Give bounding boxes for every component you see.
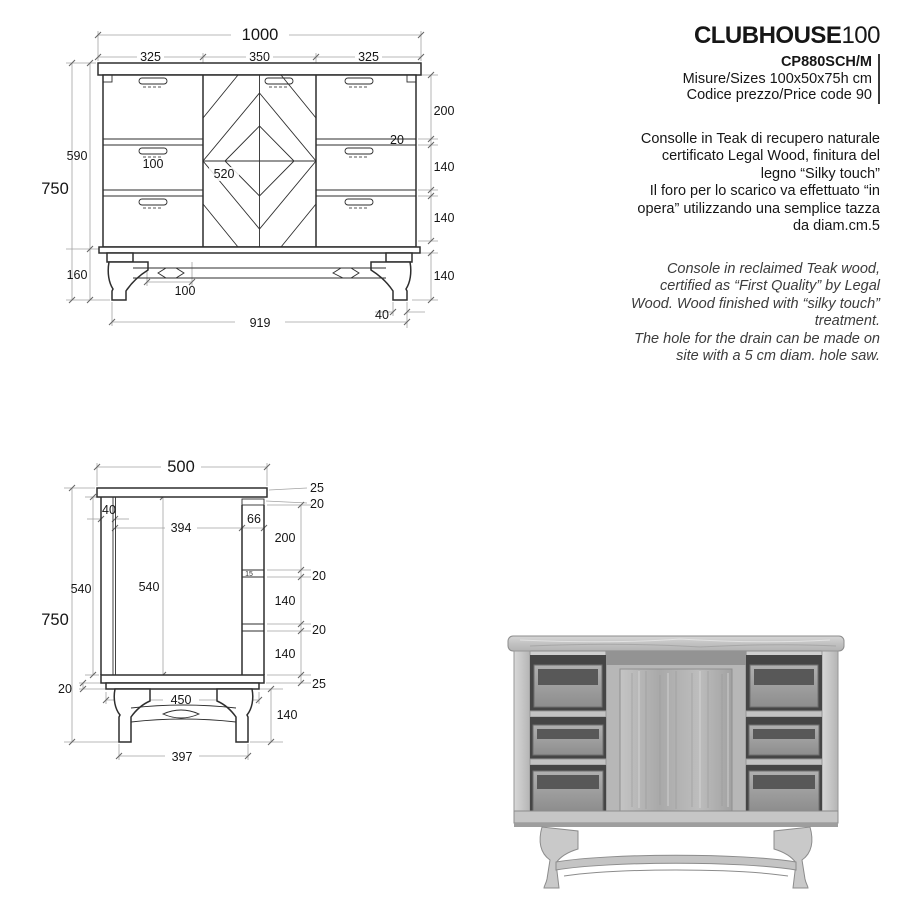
front-top-slab: [98, 63, 421, 75]
side-drawer-separators: [242, 570, 264, 631]
dim-col-left: 325: [140, 50, 161, 64]
dim-bottom-thickness: 25: [312, 677, 326, 691]
photo-right-drawers: [746, 655, 822, 817]
description-italian: [580, 131, 880, 236]
desc-it-line: Consolle in Teak di recupero naturale: [640, 130, 880, 147]
dim-inner-depth: 394: [170, 521, 192, 535]
dim-inner-height-a: 540: [70, 582, 92, 596]
dim-total-height: 750: [41, 611, 69, 629]
dim-feet-span: 919: [249, 316, 271, 330]
front-view-drawing: [35, 18, 460, 348]
photo-door: [606, 651, 746, 823]
desc-it-line: legno “Silky touch”: [760, 165, 880, 182]
dim-total-height: 750: [41, 180, 69, 198]
dim-total-width: 1000: [241, 26, 279, 44]
side-stretcher: [131, 705, 236, 722]
desc-en-line: Console in reclaimed Teak wood,: [666, 260, 880, 277]
photo-bottom-rail: [514, 811, 838, 823]
desc-en-line: site with a 5 cm diam. hole saw.: [676, 348, 880, 364]
dim-drawer-mid: 140: [274, 594, 296, 608]
product-info: [580, 24, 880, 366]
dim-leg-height-right: 140: [433, 269, 455, 283]
dim-drawer-top: 200: [433, 104, 455, 118]
dim-back-panel: 40: [102, 503, 116, 517]
photo-left-drawers: [530, 655, 606, 817]
front-cabinet: [98, 63, 421, 300]
desc-en-line: Wood. Wood finished with “silky touch”: [630, 295, 880, 312]
dim-col-center: 350: [249, 50, 270, 64]
dim-base-width: 450: [170, 693, 192, 707]
side-view-drawing: [35, 452, 335, 792]
dim-top-thickness: 25: [310, 481, 324, 495]
front-base-strip: [99, 247, 420, 253]
side-base-strip: [106, 683, 259, 689]
dim-inner-height-b: 540: [138, 580, 160, 594]
dim-stretcher-detail: 100: [174, 284, 196, 298]
front-legs: [108, 262, 411, 300]
front-stretcher: [133, 268, 386, 278]
dim-gap1: 20: [312, 569, 326, 583]
desc-it-line: Il foro per lo scarico va effettuato “in: [649, 183, 880, 199]
desc-it-line: opera” utilizzando una semplice tazza: [637, 200, 880, 217]
dim-drawer-gap: 20: [390, 133, 404, 147]
product-photo: [500, 613, 880, 900]
dim-leg-height: 140: [276, 708, 298, 722]
desc-it-line: certificato Legal Wood, finitura del: [661, 148, 880, 164]
photo-legs: [540, 827, 812, 888]
desc-en-line: The hole for the drain can be made on: [634, 330, 880, 347]
page-title: [580, 24, 880, 48]
dim-drawer-mid: 140: [433, 160, 455, 174]
product-name: CLUBHOUSE: [693, 22, 842, 49]
desc-en-line: certified as “First Quality” by Legal: [660, 278, 880, 294]
desc-it-line: da diam.cm.5: [792, 218, 880, 234]
dim-gap-inner: 15: [245, 571, 253, 578]
dim-top-gap: 20: [310, 497, 324, 511]
photo-top-slab: [508, 636, 844, 651]
dim-drawer-low: 140: [274, 647, 296, 661]
dim-drawer-low: 140: [433, 211, 455, 225]
photo-cabinet: [508, 636, 844, 888]
side-top-slab: [97, 488, 267, 497]
product-model-number: 100: [841, 22, 880, 49]
side-top-gap: [242, 499, 264, 505]
side-stretcher-lens: [163, 710, 199, 718]
dim-feet-span: 397: [171, 750, 193, 764]
dim-door-height: 520: [213, 167, 235, 181]
product-specs: [580, 54, 880, 104]
dim-leg-height: 160: [66, 268, 88, 282]
side-bottom-panel: [101, 675, 264, 683]
price-code: Codice prezzo/Price code 90: [686, 87, 872, 103]
product-code: CP880SCH/M: [780, 54, 872, 70]
dim-total-depth: 500: [167, 458, 195, 476]
description-english: [580, 261, 880, 366]
product-sizes: Misure/Sizes 100x50x75h cm: [682, 70, 872, 87]
dim-front-depth: 66: [247, 512, 261, 526]
dim-base-gap: 20: [58, 682, 72, 696]
desc-en-line: treatment.: [814, 313, 880, 329]
dim-drawer-top: 200: [274, 531, 296, 545]
dim-col-right: 325: [358, 50, 379, 64]
dim-handle-width: 100: [142, 157, 164, 171]
dim-body-height: 590: [66, 149, 88, 163]
dim-gap2: 20: [312, 623, 326, 637]
dim-foot-width: 40: [375, 308, 389, 322]
